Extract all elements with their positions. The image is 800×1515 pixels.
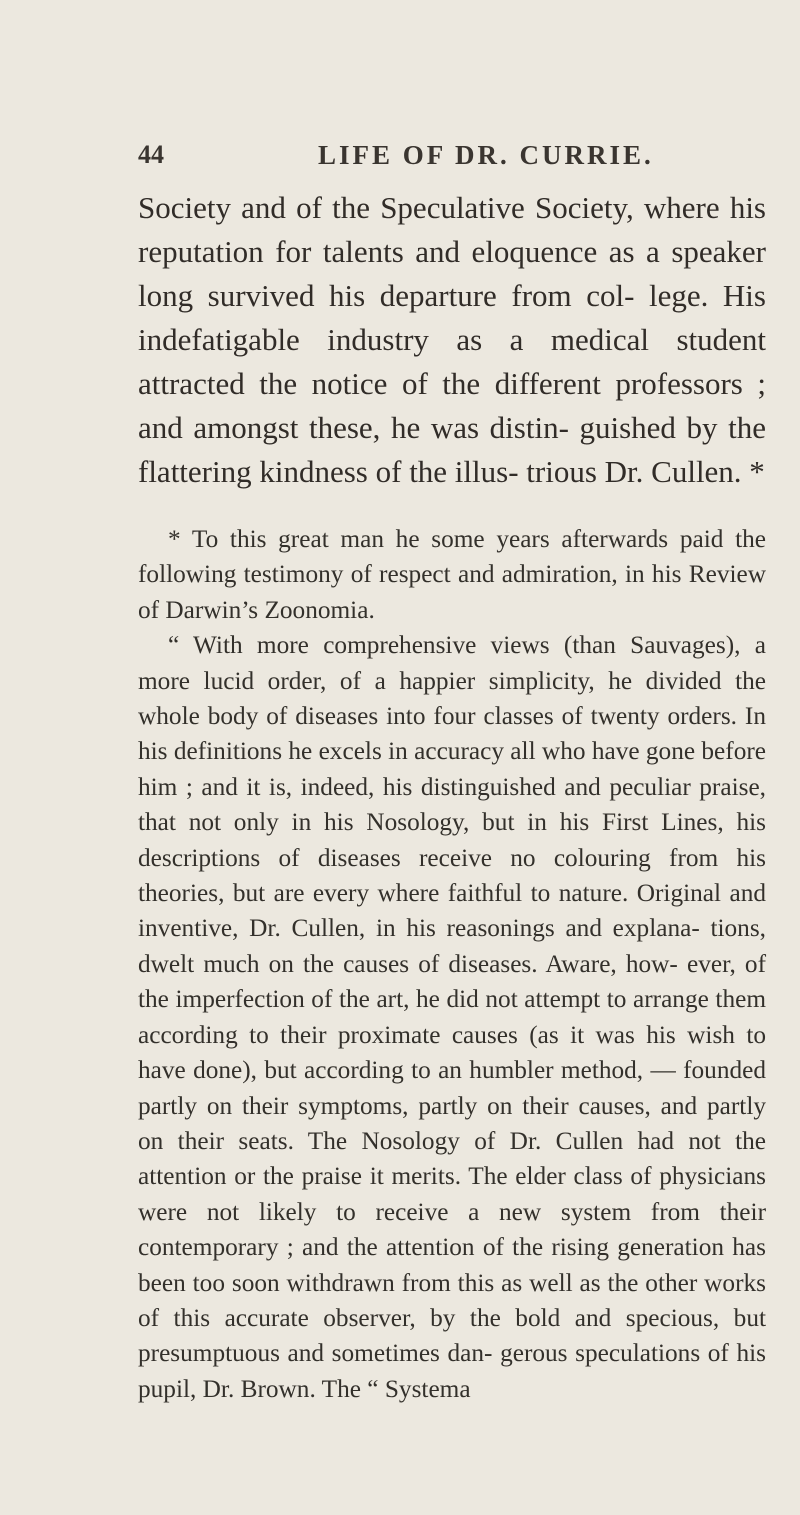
page-header xyxy=(138,140,798,180)
page-number: 44 xyxy=(138,140,164,169)
footnote-quote: “ With more comprehensive views (than Sauvages), a more lucid order, of a happier simplicity, he divided the whole body of diseases into four classes of twenty orders. In his definitions he excels in accuracy all who have gone before him ; and it is, indeed, his distinguished and peculiar praise, that not only in his Nosology, but in his First Lines, his descriptions of diseases receive no colouring from his theories, but are every where faithful to nature. Original and inventive, Dr. Cullen, in his reasonings and explana- tions, dwelt much on the causes of diseases. Aware, how- ever, of the imperfection of the art, he did not attempt to arrange them according to their proximate causes (as it was his wish to have done), but according to an humbler method, — founded partly on their symptoms, partly on their causes, and partly on their seats. The Nosology of Dr. Cullen had not the attention or the praise it merits. The elder class of physicians were not likely to receive a new system from their contemporary ; and the attention of the rising generation has been too soon withdrawn from this as well as the other works of this accurate observer, by the bold and specious, but presumptuous and sometimes dan- gerous speculations of his pupil, Dr. Brown. The “ Systema xyxy=(138,631,766,1403)
body-paragraph: Society and of the Speculative Society, where his reputation for talents and eloquence as a speaker long survived his departure from col- lege. His indefatigable industry as a medical student attracted the notice of the different professors ; and amongst these, he was distin- guished by the flattering kindness of the illus- trious Dr. Cullen. * xyxy=(138,190,766,489)
footnote-intro: * To this great man he some years afterwards paid the following testimony of respect and admiration, in his Review of Darwin’s Zoonomia. xyxy=(138,525,766,624)
footnote xyxy=(138,522,766,1407)
running-head: LIFE OF DR. CURRIE. xyxy=(318,140,654,170)
